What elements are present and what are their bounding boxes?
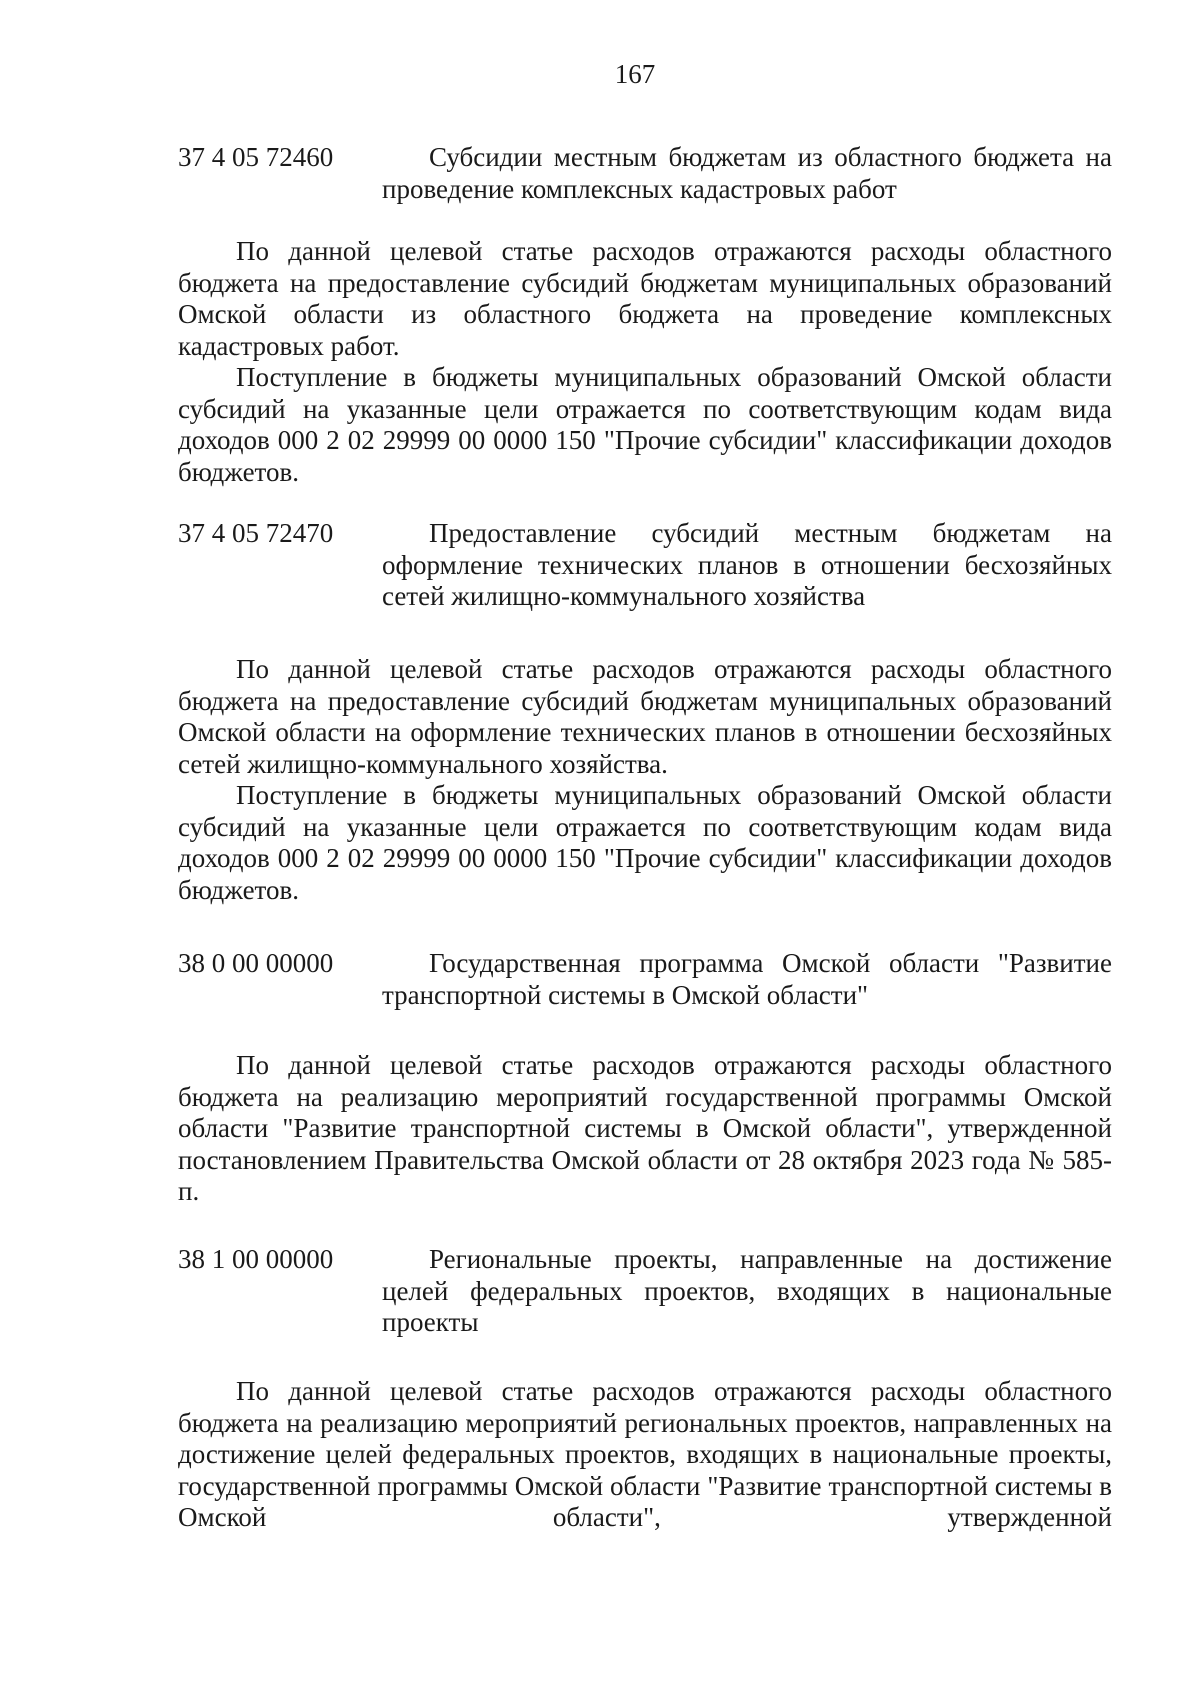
paragraph: По данной целевой статье расходов отражаются расходы областного бюджета на реализацию мероприятий государственной программы Омской области "Развитие транспортной системы в Омской области", утвержденной постановлением Правительства Омской области от 28 октября 2023 года № 585-п. [178,1050,1112,1206]
section-title: Государственная программа Омской области "Развитие транспортной системы в Омской области" [382,948,1112,1010]
section-body-4 [178,1376,1112,1534]
section-heading-4 [178,1244,1112,1339]
section-code: 38 1 00 00000 [178,1244,334,1274]
section-body-2 [178,654,1112,906]
section-heading-3 [178,948,1112,1011]
section-code: 37 4 05 72470 [178,518,334,548]
page-number: 167 [614,59,656,89]
paragraph: Поступление в бюджеты муниципальных образований Омской области субсидий на указанные цели отражается по соответствующим кодам вида доходов 000 2 02 29999 00 0000 150 "Прочие субсидии" классификации доходов бюджетов. [178,780,1112,905]
section-title: Предоставление субсидий местным бюджетам на оформление технических планов в отношении бесхозяйных сетей жилищно-коммунального хозяйства [382,518,1112,611]
paragraph: Поступление в бюджеты муниципальных образований Омской области субсидий на указанные цели отражается по соответствующим кодам вида доходов 000 2 02 29999 00 0000 150 "Прочие субсидии" классификации доходов бюджетов. [178,362,1112,487]
section-body-1 [178,236,1112,488]
paragraph: По данной целевой статье расходов отражаются расходы областного бюджета на реализацию мероприятий региональных проектов, направленных на достижение целей федеральных проектов, входящих в национальные проекты, государственной программы Омской области "Развитие транспортной системы в Омской области", утвержденной [178,1376,1112,1532]
section-heading-1 [178,142,1112,205]
section-code: 38 0 00 00000 [178,948,334,978]
section-heading-2 [178,518,1112,613]
paragraph: По данной целевой статье расходов отражаются расходы областного бюджета на предоставление субсидий бюджетам муниципальных образований Омской области на оформление технических планов в отношении бесхозяйных сетей жилищно-коммунального хозяйства. [178,654,1112,779]
section-body-3 [178,1050,1112,1208]
section-code: 37 4 05 72460 [178,142,334,172]
section-title: Региональные проекты, направленные на достижение целей федеральных проектов, входящих в национальные проекты [382,1244,1112,1337]
section-title: Субсидии местным бюджетам из областного бюджета на проведение комплексных кадастровых работ [382,142,1112,204]
paragraph: По данной целевой статье расходов отражаются расходы областного бюджета на предоставление субсидий бюджетам муниципальных образований Омской области из областного бюджета на проведение комплексных кадастровых работ. [178,236,1112,361]
